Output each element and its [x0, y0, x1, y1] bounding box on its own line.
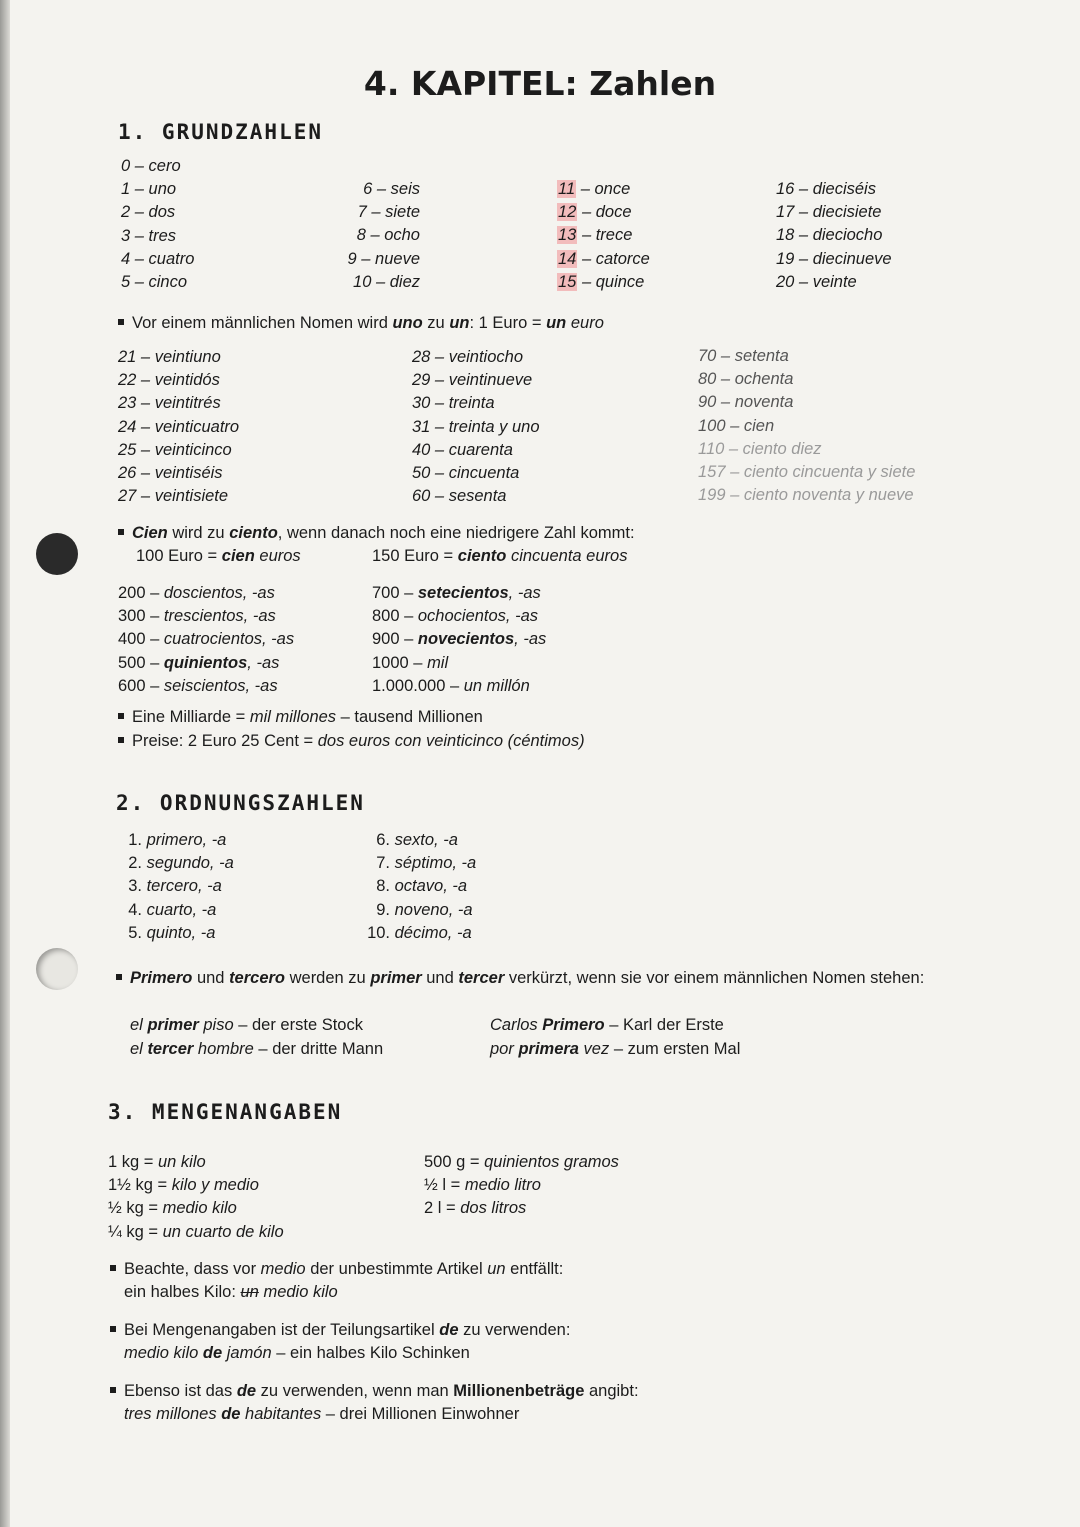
list-item: 22 – veintidós	[118, 371, 220, 390]
note-milliarde: Eine Milliarde = mil millones – tausend Millionen	[118, 706, 483, 729]
list-item: 400 – cuatrocientos, -as	[118, 630, 295, 649]
list-item: 4. cuarto, -a	[128, 900, 217, 919]
list-item: 4 – cuatro	[121, 249, 195, 268]
list-item: 28 – veintiocho	[412, 348, 523, 366]
highlight-mark: 11	[558, 180, 576, 198]
cardinal-list-28-60	[412, 346, 540, 508]
list-item: 9. noveno, -a	[376, 900, 473, 919]
note-primer-tercer: Primero und tercero werden zu primer und tercer verkürzt, wenn sie vor einem männlichen Nomen stehen:	[116, 967, 924, 990]
bullet-icon	[118, 713, 124, 719]
list-item: 900 – novecientos, -as	[372, 630, 547, 649]
list-item: 1.000.000 – un millón	[372, 676, 530, 695]
list-item: 19 – diecinueve	[776, 249, 892, 268]
cardinal-list-11-15	[557, 178, 650, 294]
cardinal-list-0-5	[121, 155, 194, 294]
list-item: 100 – cien	[698, 416, 775, 435]
list-item: ½ l = medio litro	[424, 1176, 541, 1195]
bullet-icon	[110, 1387, 116, 1393]
example-cien: 100 Euro = cien euros	[136, 547, 301, 565]
list-item: 1000 – mil	[372, 653, 449, 672]
list-item: 23 – veintitrés	[118, 394, 221, 413]
example-primera-vez: por primera vez – zum ersten Mal	[490, 1040, 741, 1058]
list-item: 31 – treinta y uno	[412, 417, 540, 436]
bullet-icon	[118, 737, 124, 743]
bullet-icon	[118, 529, 124, 535]
list-item: 5. quinto, -a	[128, 923, 216, 942]
list-item: 8. octavo, -a	[376, 877, 468, 896]
example-tercer-hombre: el tercer hombre – der dritte Mann	[130, 1040, 384, 1058]
section-heading-mengenangaben: 3. MENGENANGABEN	[108, 1100, 343, 1124]
list-item: 1 kg = un kilo	[108, 1153, 206, 1171]
note-preise: Preise: 2 Euro 25 Cent = dos euros con veinticinco (céntimos)	[118, 730, 585, 753]
list-item: 199 – ciento noventa y nueve	[698, 486, 914, 505]
list-item: 8 – ocho	[356, 226, 420, 245]
list-item: 40 – cuarenta	[412, 440, 513, 459]
list-item: 17 – diecisiete	[776, 203, 882, 222]
page-title: 4. KAPITEL: Zahlen	[363, 64, 717, 103]
highlight-mark: 15	[558, 272, 577, 291]
list-item: 15 – quince	[558, 272, 645, 291]
list-item: 110 – ciento diez	[698, 439, 822, 458]
note-millionenbetraege: Ebenso ist das de zu verwenden, wenn man Millionenbeträge angibt:	[110, 1380, 639, 1403]
list-item: 26 – veintiséis	[118, 463, 223, 482]
cardinal-list-70-199	[698, 345, 915, 507]
ordinal-list-6-10	[366, 829, 476, 945]
list-item: 14 – catorce	[558, 249, 650, 268]
list-item: 12 – doce	[558, 203, 632, 222]
list-item: 25 – veinticinco	[118, 440, 232, 459]
list-item: 6 – seis	[363, 180, 420, 198]
list-item: 2 l = dos litros	[424, 1199, 527, 1218]
example-medio-kilo: ein halbes Kilo: un medio kilo	[124, 1283, 338, 1301]
note-cien-ciento: Cien wird zu ciento, wenn danach noch eine niedrigere Zahl kommt:	[118, 522, 635, 545]
note-teilungsartikel: Bei Mengenangaben ist der Teilungsartikel de zu verwenden:	[110, 1319, 570, 1342]
list-item: 7 – siete	[357, 203, 420, 222]
list-item: 18 – dieciocho	[776, 226, 883, 245]
list-item: 7. séptimo, -a	[376, 854, 477, 873]
cardinal-list-16-20	[776, 178, 892, 294]
list-item: 600 – seiscientos, -as	[118, 676, 278, 695]
quantity-list-gram-litre	[424, 1151, 619, 1221]
section-heading-ordnungszahlen: 2. ORDNUNGSZAHLEN	[116, 791, 365, 815]
punch-hole-top	[36, 533, 78, 575]
list-item: 5 – cinco	[121, 272, 188, 291]
list-item: 21 – veintiuno	[118, 348, 221, 366]
cardinal-list-200-600	[118, 582, 294, 698]
list-item: 20 – veinte	[776, 272, 857, 291]
list-item: 157 – ciento cincuenta y siete	[698, 462, 916, 481]
punch-hole-bottom	[36, 948, 78, 990]
list-item: 700 – setecientos, -as	[372, 584, 541, 602]
list-item: 27 – veintisiete	[118, 487, 229, 506]
list-item: 16 – dieciséis	[776, 180, 876, 198]
list-item: 800 – ochocientos, -as	[372, 607, 539, 626]
list-item: 200 – doscientos, -as	[118, 584, 275, 602]
list-item: 10 – diez	[353, 272, 420, 291]
cardinal-list-21-27	[118, 346, 239, 508]
list-item: 13 – trece	[558, 226, 633, 245]
bullet-icon	[118, 319, 124, 325]
highlight-mark: 13	[558, 226, 577, 245]
list-item: 50 – cincuenta	[412, 463, 520, 482]
list-item: 2. segundo, -a	[128, 854, 234, 873]
list-item: 70 – setenta	[698, 347, 789, 365]
list-item: ½ kg = medio kilo	[108, 1199, 237, 1218]
example-primer-piso: el primer piso – der erste Stock	[130, 1016, 363, 1034]
highlight-mark: 14	[558, 249, 577, 268]
list-item: 9 – nueve	[347, 249, 420, 268]
page-edge-shadow	[0, 0, 10, 1527]
list-item: 10. décimo, -a	[367, 923, 472, 942]
list-item: 1 – uno	[121, 180, 177, 199]
highlight-mark: 12	[558, 203, 577, 222]
note-medio-article: Beachte, dass vor medio der unbestimmte Artikel un entfällt:	[110, 1258, 563, 1281]
bullet-icon	[110, 1326, 116, 1332]
example-habitantes: tres millones de habitantes – drei Millionen Einwohner	[124, 1405, 520, 1423]
list-item: 3. tercero, -a	[128, 877, 222, 896]
example-jamon: medio kilo de jamón – ein halbes Kilo Schinken	[124, 1344, 470, 1362]
list-item: 30 – treinta	[412, 394, 495, 413]
example-carlos-primero: Carlos Primero – Karl der Erste	[490, 1016, 724, 1034]
list-item: 60 – sesenta	[412, 487, 507, 506]
section-heading-grundzahlen: 1. GRUNDZAHLEN	[118, 120, 324, 144]
bullet-icon	[110, 1265, 116, 1271]
list-item: 6. sexto, -a	[376, 831, 458, 849]
quantity-list-kilo	[108, 1151, 284, 1244]
bullet-icon	[116, 974, 122, 980]
example-ciento: 150 Euro = ciento cincuenta euros	[372, 547, 628, 565]
list-item: 2 – dos	[121, 203, 176, 222]
list-item: 29 – veintinueve	[412, 371, 533, 390]
list-item: 500 g = quinientos gramos	[424, 1153, 619, 1171]
note-uno-un: Vor einem männlichen Nomen wird uno zu un: 1 Euro = un euro	[118, 312, 604, 335]
list-item: 3 – tres	[121, 226, 177, 245]
list-item: 11 – once	[558, 180, 631, 198]
list-item: 300 – trescientos, -as	[118, 607, 276, 626]
list-item: 24 – veinticuatro	[118, 417, 240, 436]
list-item: ¼ kg = un cuarto de kilo	[108, 1222, 284, 1241]
cardinal-list-6-10	[338, 178, 420, 294]
list-item: 80 – ochenta	[698, 370, 794, 389]
ordinal-list-1-5	[118, 829, 234, 945]
list-item: 500 – quinientos, -as	[118, 653, 280, 672]
list-item: 0 – cero	[121, 157, 181, 175]
list-item: 1½ kg = kilo y medio	[108, 1176, 259, 1195]
cardinal-list-700-million	[372, 582, 546, 698]
list-item: 90 – noventa	[698, 393, 794, 412]
list-item: 1. primero, -a	[128, 831, 227, 849]
